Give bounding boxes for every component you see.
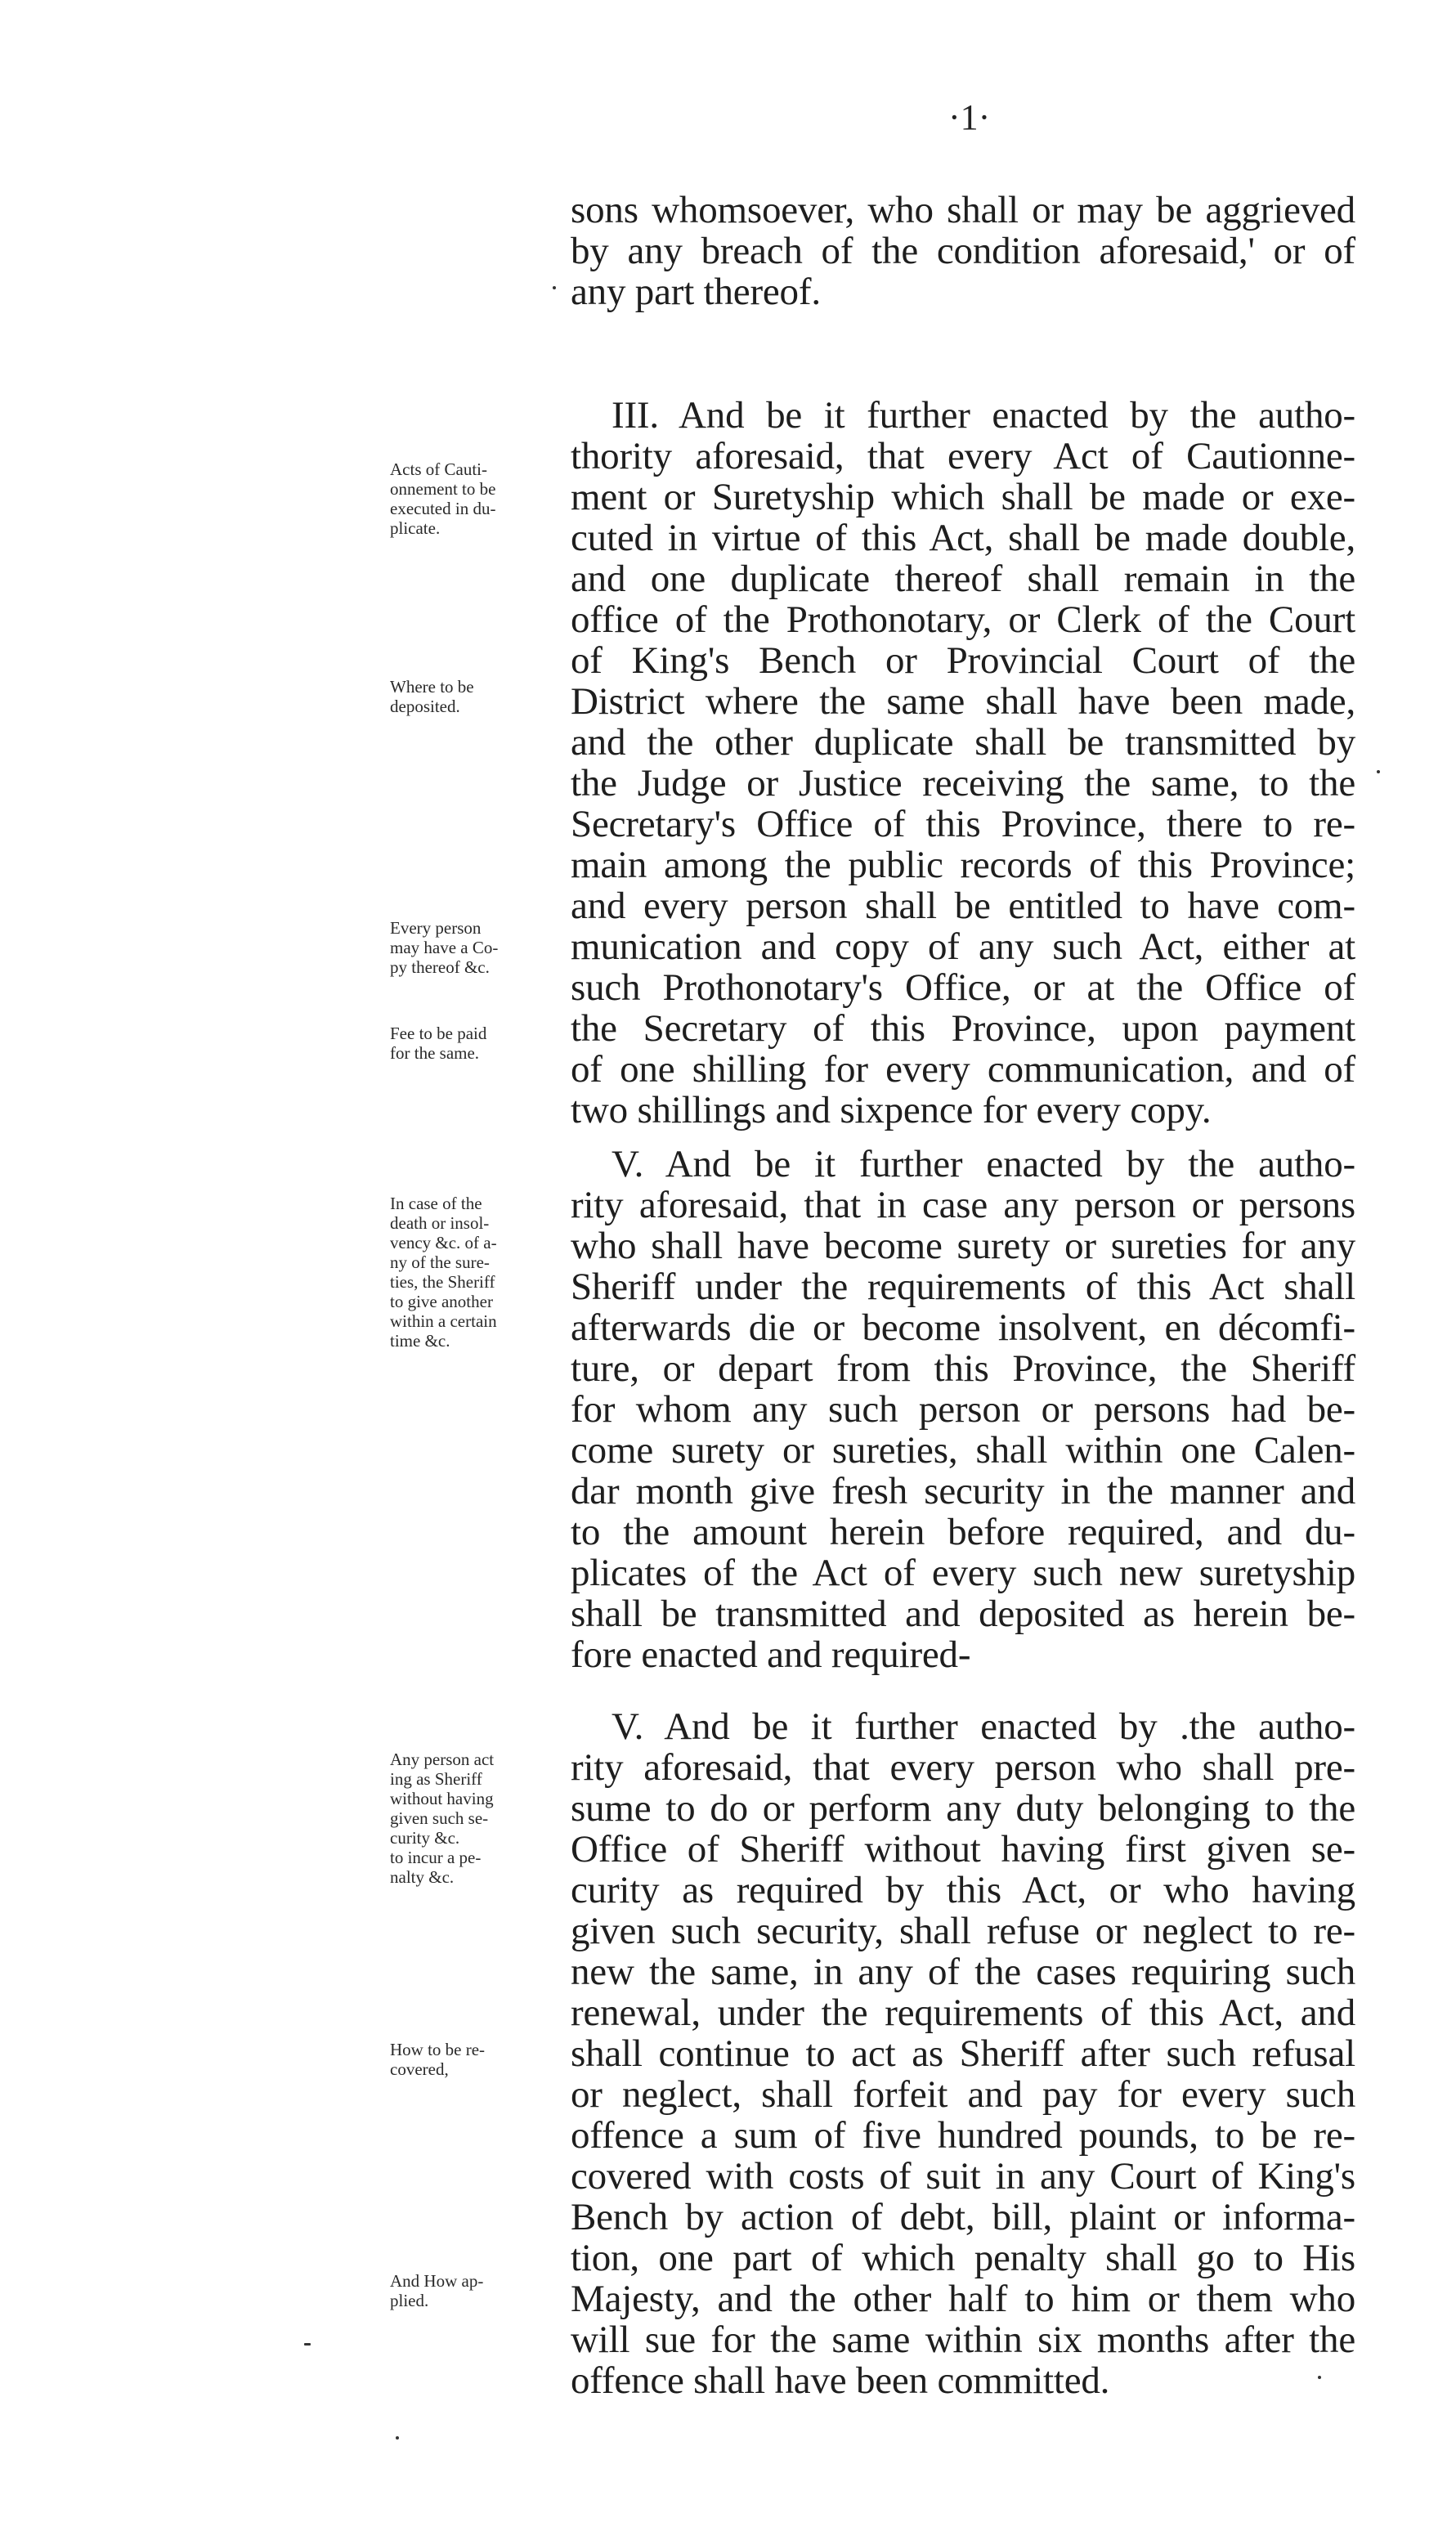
margin-note-fee [390,1024,553,1063]
note-line: may have a Co- [390,938,499,957]
scan-speck [304,2343,311,2346]
text-line: main among the public records of this Province; [571,844,1355,886]
note-line: ing as Sheriff [390,1769,482,1789]
text-line: sume to do or perform any duty belonging to the [571,1787,1355,1830]
note-line: onnement to be [390,479,496,499]
text-line: such Prothonotary's Office, or at the Office of [571,966,1355,1009]
text-line: V. And be it further enacted by .the autho- [612,1705,1355,1748]
text-line: offence shall have been committed. [571,2359,1110,2402]
text-line: new the same, in any of the cases requiring such [571,1951,1355,1993]
note-line: covered, [390,2059,449,2079]
text-line: of King's Bench or Provincial Court of the [571,639,1355,682]
text-line: fore enacted and required- [571,1633,971,1676]
margin-note-deposited [390,677,553,716]
text-line: curity as required by this Act, or who having [571,1869,1355,1911]
page-number: ·1· [948,97,991,137]
section-iii [571,395,1355,1131]
margin-note-penalty [390,1750,553,1887]
note-line: for the same. [390,1043,480,1063]
text-line: plicates of the Act of every such new suretyship [571,1552,1355,1594]
text-line: afterwards die or become insolvent, en décomfi- [571,1306,1355,1349]
text-line: any part thereof. [571,271,821,313]
note-line: curity &c. [390,1828,460,1848]
text-line: V. And be it further enacted by the autho- [612,1143,1355,1185]
text-line: will sue for the same within six months after the [571,2319,1355,2361]
text-line: Sheriff under the requirements of this Act shall [571,1266,1355,1308]
scan-speck [553,286,556,289]
text-line: two shillings and sixpence for every copy. [571,1089,1212,1131]
margin-note-duplicate [390,459,553,538]
note-line: vency &c. of a- [390,1233,497,1252]
text-line: ment or Suretyship which shall be made or exe- [571,476,1355,518]
note-line: ny of the sure- [390,1252,490,1272]
text-line: Majesty, and the other half to him or them who [571,2278,1355,2320]
text-line: Bench by action of debt, bill, plaint or informa- [571,2196,1355,2238]
note-line: Acts of Cauti- [390,459,487,479]
text-line: and every person shall be entitled to have com- [571,885,1355,927]
text-line: ture, or depart from this Province, the Sheriff [571,1347,1355,1390]
text-line: tion, one part of which penalty shall go to His [571,2237,1355,2279]
text-line: District where the same shall have been made, [571,680,1355,723]
text-line: for whom any such person or persons had be- [571,1388,1355,1431]
margin-note-copy [390,918,553,977]
text-line: the Judge or Justice receiving the same, to the [571,762,1355,804]
note-line: deposited. [390,697,460,716]
scan-speck [396,2436,399,2440]
text-line: renewal, under the requirements of this Act, and [571,1992,1355,2034]
text-line: who shall have become surety or sureties for any [571,1225,1355,1267]
scan-speck [1377,770,1380,773]
note-line: within a certain [390,1311,497,1331]
section-v-second [571,1706,1355,2401]
margin-note-recovered [390,2040,553,2079]
text-line: sons whomsoever, who shall or may be aggrieved [571,189,1355,231]
text-line: rity aforesaid, that every person who shall pre- [571,1746,1355,1789]
text-line: Secretary's Office of this Province, there to re- [571,803,1355,845]
note-line: How to be re- [390,2040,486,2059]
text-line: and the other duplicate shall be transmitted by [571,721,1355,764]
text-line: Office of Sheriff without having first given se- [571,1828,1355,1871]
note-line: And How ap- [390,2271,484,2291]
note-line: Where to be [390,677,474,697]
note-line: without having [390,1789,494,1808]
text-line: shall be transmitted and deposited as herein be- [571,1593,1355,1635]
note-line: given such se- [390,1808,489,1828]
margin-note-insolvency [390,1194,553,1351]
note-line: to incur a pe- [390,1848,482,1867]
text-line: to the amount herein before required, and du- [571,1511,1355,1553]
text-line: office of the Prothonotary, or Clerk of the Court [571,598,1355,641]
note-line: Any person act [390,1750,495,1769]
text-line: munication and copy of any such Act, either at [571,925,1355,968]
text-line: and one duplicate thereof shall remain in the [571,558,1355,600]
text-line: come surety or sureties, shall within one Calen- [571,1429,1355,1472]
text-line: by any breach of the condition aforesaid,' or of [571,230,1355,272]
paragraph-continuation [571,190,1355,312]
note-line: ties, the Sheriff [390,1272,495,1292]
scan-speck [1318,2376,1321,2379]
text-line: cuted in virtue of this Act, shall be made double, [571,517,1355,559]
note-line: time &c. [390,1331,450,1351]
text-line: rity aforesaid, that in case any person or persons [571,1184,1355,1226]
text-line: of one shilling for every communication, and of [571,1048,1355,1091]
note-line: Fee to be paid [390,1024,487,1043]
text-line: dar month give fresh security in the manner and [571,1470,1355,1512]
text-line: shall continue to act as Sheriff after such refusal [571,2032,1355,2075]
note-line: plicate. [390,518,441,538]
text-line: covered with costs of suit in any Court of King's [571,2155,1355,2198]
text-line: or neglect, shall forfeit and pay for every such [571,2073,1355,2116]
note-line: nalty &c. [390,1867,455,1887]
note-line: to give another [390,1292,493,1311]
text-line: the Secretary of this Province, upon payment [571,1007,1355,1050]
text-line: III. And be it further enacted by the autho- [612,394,1355,437]
text-line: given such security, shall refuse or neglect to re- [571,1910,1355,1952]
note-line: plied. [390,2291,429,2310]
text-line: offence a sum of five hundred pounds, to be re- [571,2114,1355,2157]
text-line: thority aforesaid, that every Act of Cautionne- [571,435,1355,477]
section-v-first [571,1144,1355,1675]
note-line: py thereof &c. [390,957,490,977]
margin-note-applied [390,2271,553,2310]
note-line: executed in du- [390,499,496,518]
note-line: death or insol- [390,1213,490,1233]
note-line: Every person [390,918,482,938]
note-line: In case of the [390,1194,482,1213]
